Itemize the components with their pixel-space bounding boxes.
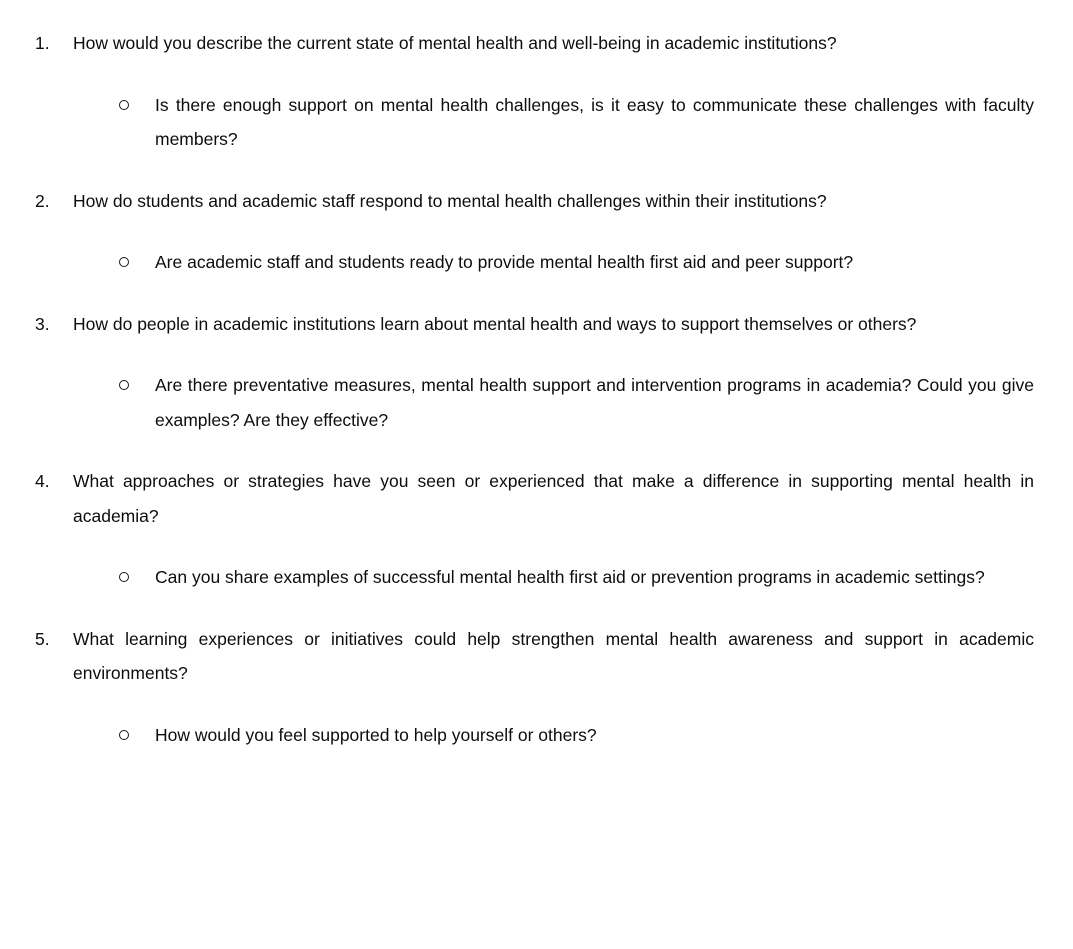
question-row	[35, 307, 1034, 342]
question-number: 3.	[35, 313, 50, 334]
question-number: 5.	[35, 628, 50, 649]
question-row	[35, 184, 1034, 219]
question-text: What approaches or strategies have you seen or experienced that make a difference in supporting mental health in academia?	[73, 471, 1034, 526]
question-item	[35, 26, 1034, 157]
subquestion-row	[35, 88, 1034, 157]
question-item	[35, 307, 1034, 438]
bullet-cell	[118, 245, 155, 280]
subquestion-text: Is there enough support on mental health challenges, is it easy to communicate these challenges with faculty members?	[155, 94, 1034, 149]
question-text: How would you describe the current state of mental health and well-being in academic institutions?	[73, 33, 837, 53]
question-number: 4.	[35, 471, 50, 491]
question-text: How do students and academic staff respond to mental health challenges within their institutions?	[73, 190, 827, 211]
subquestion-row	[35, 245, 1034, 280]
bullet-cell	[118, 718, 155, 753]
subquestion-row	[35, 718, 1034, 753]
question-text: How do people in academic institutions learn about mental health and ways to support themselves or others?	[73, 313, 917, 334]
circle-bullet-icon	[119, 730, 129, 740]
question-item	[35, 464, 1034, 595]
circle-bullet-icon	[119, 257, 129, 267]
question-text: What learning experiences or initiatives could help strengthen mental health awareness and support in academic environments?	[73, 628, 1034, 683]
subquestion-row	[35, 368, 1034, 437]
question-item	[35, 622, 1034, 753]
question-number: 1.	[35, 33, 50, 53]
question-row	[35, 464, 1034, 533]
circle-bullet-icon	[119, 100, 129, 110]
bullet-cell	[118, 88, 155, 123]
subquestion-text: Are academic staff and students ready to provide mental health first aid and peer support?	[155, 252, 854, 272]
subquestion-text: How would you feel supported to help yourself or others?	[155, 724, 597, 745]
question-row	[35, 26, 1034, 61]
circle-bullet-icon	[119, 572, 129, 582]
circle-bullet-icon	[119, 380, 129, 390]
question-row	[35, 622, 1034, 691]
subquestion-text: Can you share examples of successful mental health first aid or prevention programs in academic settings?	[155, 567, 985, 587]
bullet-cell	[118, 560, 155, 595]
subquestion-row	[35, 560, 1034, 595]
bullet-cell	[118, 368, 155, 403]
question-number: 2.	[35, 190, 50, 211]
question-item	[35, 184, 1034, 280]
subquestion-text: Are there preventative measures, mental health support and intervention programs in academia? Could you give examples? Are they effective?	[155, 375, 1034, 430]
